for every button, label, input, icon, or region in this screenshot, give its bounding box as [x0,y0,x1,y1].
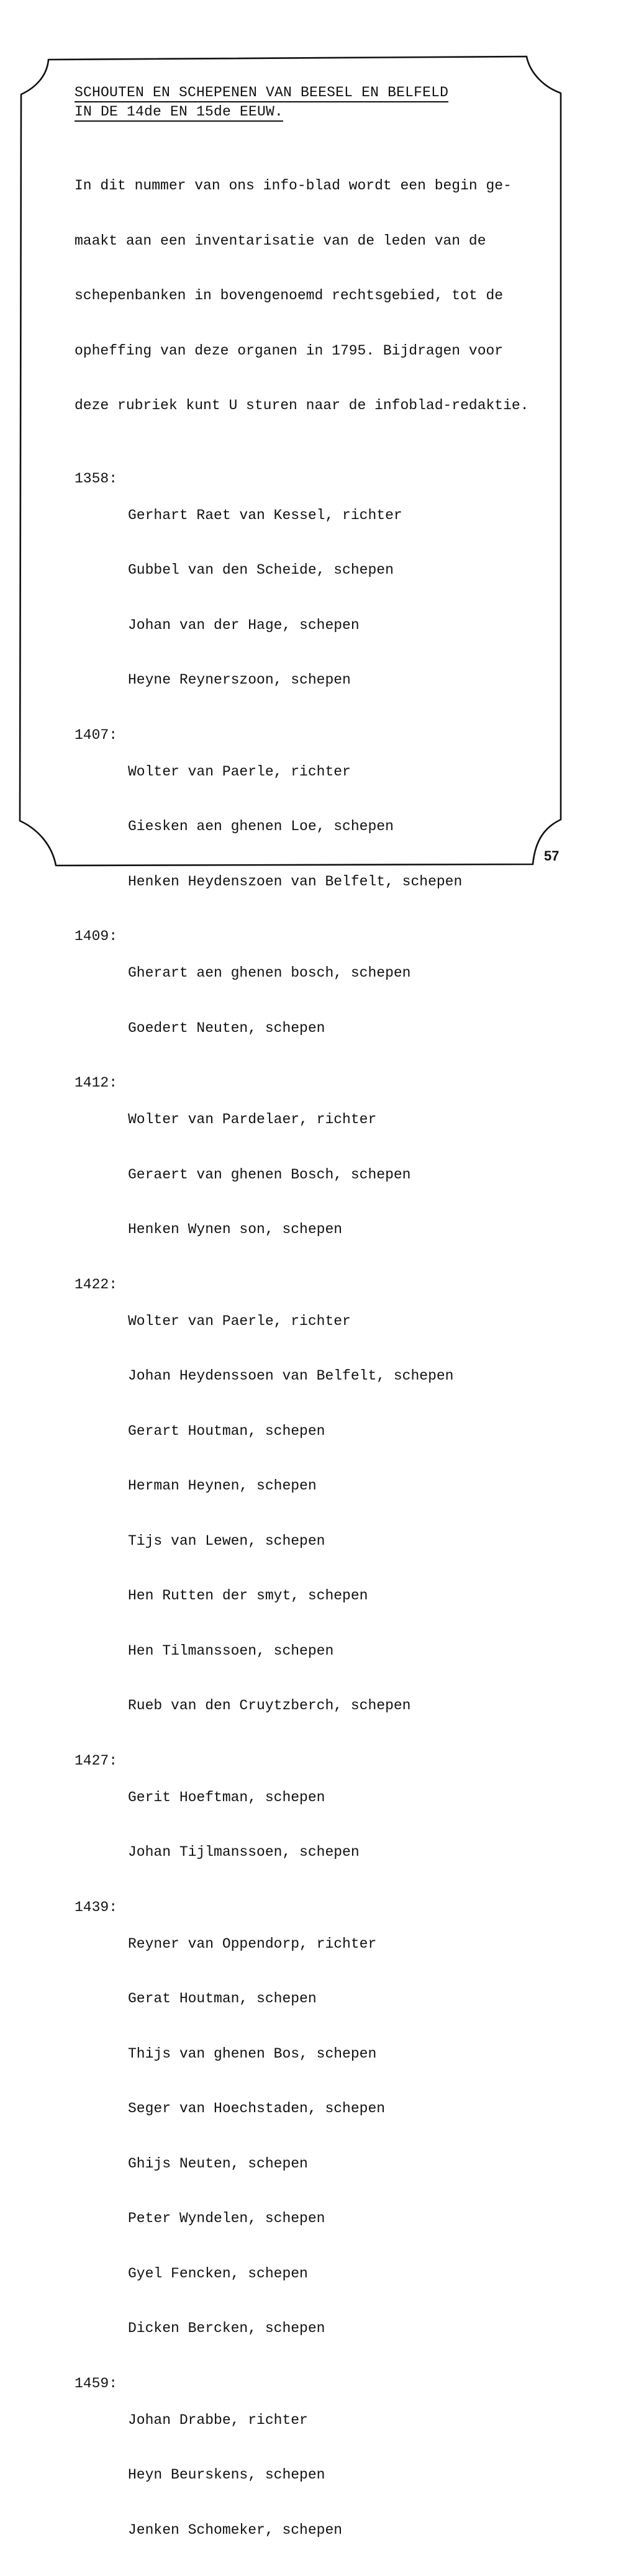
intro-line: maakt aan een inventarisatie van de leden van de [75,232,565,251]
person-line: Gubbel van den Scheide, schepen [128,561,402,580]
document-content [75,83,565,2576]
person-line: Hen Tilmanssoen, schepen [128,1642,454,1661]
person-line: Gyel Fencken, schepen [128,2265,385,2284]
year-entry [75,1276,565,1752]
person-line: Henken Wynen son, schepen [128,1221,410,1239]
person-line: Seger van Hoechstaden, schepen [128,2100,385,2118]
entry-year: 1358: [75,470,128,726]
person-line: Gerhart Raet van Kessel, richter [128,507,402,525]
person-line: Tijs van Lewen, schepen [128,1532,454,1551]
entry-names [128,726,462,928]
entry-names [128,1899,385,2375]
entry-names [128,2375,342,2576]
title-line-2: IN DE 14de EN 15de EEUW. [75,104,283,122]
person-line: Goedert Neuten, schepen [128,1019,410,1038]
person-line: Heyn Beurskens, schepen [128,2466,342,2485]
person-line: Gerat Houtman, schepen [128,1990,385,2009]
person-line: Henken Heydenszoen van Belfelt, schepen [128,873,462,892]
year-entry [75,928,565,1074]
person-line: Johan Drabbe, richter [128,2411,342,2430]
person-line: Johan Tijlmanssoen, schepen [128,1843,360,1862]
person-line: Peter Wyndelen, schepen [128,2210,385,2228]
entry-names [128,1074,410,1276]
entry-names [128,1276,454,1752]
person-line: Jenken Schomeker, schepen [128,2521,342,2540]
entry-year: 1412: [75,1074,128,1276]
person-line: Rueb van den Cruytzberch, schepen [128,1697,454,1715]
entry-year: 1459: [75,2375,128,2576]
person-line: Gerit Hoeftman, schepen [128,1789,360,1807]
intro-line: deze rubriek kunt U sturen naar de infoblad-redaktie. [75,397,565,415]
entry-year: 1427: [75,1752,128,1899]
person-line: Ghijs Neuten, schepen [128,2155,385,2174]
person-line: Heyne Reynerszoon, schepen [128,671,402,690]
person-line: Wolter van Paerle, richter [128,1313,454,1331]
entry-year: 1422: [75,1276,128,1752]
magistrate-list [75,470,565,2576]
year-entry [75,1752,565,1899]
year-entry [75,1899,565,2375]
intro-line: opheffing van deze organen in 1795. Bijdragen voor [75,342,565,361]
year-entry [75,470,565,726]
year-entry [75,726,565,928]
person-line: Geraert van ghenen Bosch, schepen [128,1166,410,1185]
person-line: Gerart Houtman, schepen [128,1422,454,1441]
person-line: Gherart aen ghenen bosch, schepen [128,964,410,983]
entry-year: 1409: [75,928,128,1074]
intro-paragraph [75,140,565,452]
year-entry [75,2375,565,2576]
person-line: Dicken Bercken, schepen [128,2320,385,2338]
person-line: Hen Rutten der smyt, schepen [128,1587,454,1606]
person-line: Johan Heydenssoen van Belfelt, schepen [128,1367,454,1386]
title-line-1: SCHOUTEN EN SCHEPENEN VAN BEESEL EN BELFELD [75,84,448,102]
person-line: Reyner van Oppendorp, richter [128,1935,385,1954]
entry-year: 1439: [75,1899,128,2375]
person-line: Herman Heynen, schepen [128,1477,454,1496]
year-entry [75,1074,565,1276]
person-line: Giesken aen ghenen Loe, schepen [128,818,462,836]
document-title [75,83,565,122]
page-number: 57 [544,848,559,864]
intro-line: In dit nummer van ons info-blad wordt een begin ge- [75,177,565,196]
person-line: Wolter van Paerle, richter [128,763,462,782]
person-line: Thijs van ghenen Bos, schepen [128,2045,385,2064]
person-line: Wolter van Pardelaer, richter [128,1111,410,1129]
entry-names [128,1752,360,1899]
person-line: Johan van der Hage, schepen [128,617,402,635]
entry-names [128,928,410,1074]
entry-names [128,470,402,726]
entry-year: 1407: [75,726,128,928]
intro-line: schepenbanken in bovengenoemd rechtsgebied, tot de [75,287,565,305]
